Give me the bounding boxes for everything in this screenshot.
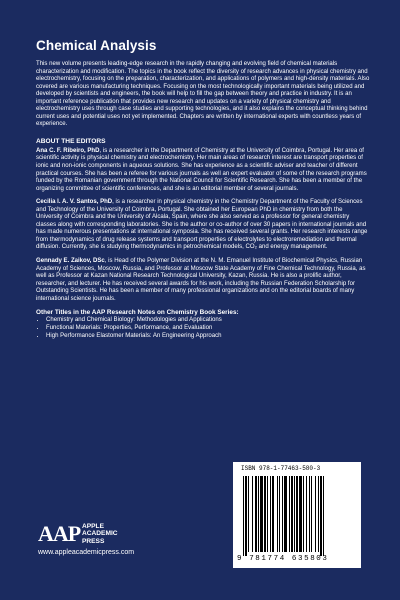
other-titles-list — [36, 317, 370, 340]
editor-bio-text-2: , is a researcher in physical chemistry in the Chemistry Department of the Faculty of Sciences and Technology of the University of Coimbra, Portugal. She obtained her European PhD in chemistry from both the University of Coimbra and the University of Alcala, Spain, where she also served as a professor for general chemistry classes along with corresponding laboratories. She is the author or co-author of over 30 papers in international journals and has made numerous presentations at international symposia. She has received several grants. Her research interests range from thermodynamics of drug release systems and transport properties of electrolytes to electroremediation and thermal diffusion. Currently, she is studying thermodynamics in petrochemical models, CO₂ and energy management. — [36, 199, 368, 251]
other-title-item: • High Performance Elastomer Materials: An Engineering Approach — [46, 333, 370, 341]
editor-bio-text-3: , is Head of the Polymer Division at the N. M. Emanuel Institute of Biochemical Physics, Russian Academy of Sciences, Moscow, Russia, and Professor at Moscow State Academy of Fine Chemical Technology, Russia, as well as Professor at Kazan National Research Technological University, Kazan, Russia. He is also a prolific author, researcher, and lecturer. He has received several awards for his work, including the Russian Federation Scholarship for Outstanding Scientists. He has been a member of many professional organizations and on the editorial boards of many international science journals. — [36, 258, 366, 302]
editors-heading: ABOUT THE EDITORS — [36, 137, 106, 145]
editor-bio-text-1: , is a researcher in the Department of Chemistry at the University of Coimbra, Portugal. Her area of scientific activity is physical chemistry and electrochemistry. Her main areas of research interest are transport properties of ionic and non-ionic components in aqueous solutions. She has experience as a scientific adviser and teacher of different practical courses. She has been a referee for various journals as well an expert evaluator of some of the research programs funded by the Romanian government through the National Council for Scientific Research. She has been a member of the organizing committee of scientific conferences, and she is an editorial member of several journals. — [36, 147, 367, 192]
isbn-number: ISBN 978-1-77463-580-3 — [241, 465, 321, 472]
editor-bio-1 — [36, 148, 370, 193]
publisher-website: www.appleacademicpress.com — [38, 549, 135, 556]
editor-bio-3 — [36, 258, 370, 303]
publisher-logo-mark: AAP — [38, 521, 81, 546]
editor-bio-2 — [36, 199, 370, 252]
book-description: This new volume presents leading-edge research in the rapidly changing and evolving field of chemical materials characterization and modification. The topics in the book reflect the diversity of research advances in physical chemistry and electrochemistry, focusing on the preparation, characterization, and applications of polymers and high-density materials. Also covered are various manufacturing techniques. Focusing on the most technologically important materials being utilized and developed by scientists and engineers, the book will help to fill the gap between theory and practice in industry. It is an important reference publication that provides new research and updates on a variety of physical chemistry and electrochemistry uses through case studies and supporting technologies, and it also explains the conceptual thinking behind current uses and potential uses not yet implemented. Chapters are written by international experts with countless years of experience. — [36, 61, 370, 128]
barcode-icon — [243, 476, 351, 556]
editor-name-2: Cecilia I. A. V. Santos, PhD — [36, 199, 113, 206]
other-titles-heading: Other Titles in the AAP Research Notes on Chemistry Book Series: — [36, 309, 239, 317]
isbn-barcode — [233, 462, 361, 568]
cover-content — [36, 38, 370, 340]
other-title-item: • Chemistry and Chemical Biology: Methodologies and Applications — [46, 317, 370, 325]
barcode-digits: 9 781774 635803 — [237, 555, 329, 563]
book-title: Chemical Analysis — [36, 38, 157, 53]
editor-name-1: Ana C. F. Ribeiro, PhD — [36, 147, 100, 154]
editor-name-3: Gennady E. Zaikov, DSc — [36, 258, 105, 265]
other-title-item: • Functional Materials: Properties, Performance, and Evaluation — [46, 325, 370, 333]
publisher-logo-name: APPLE ACADEMIC PRESS — [82, 523, 118, 545]
